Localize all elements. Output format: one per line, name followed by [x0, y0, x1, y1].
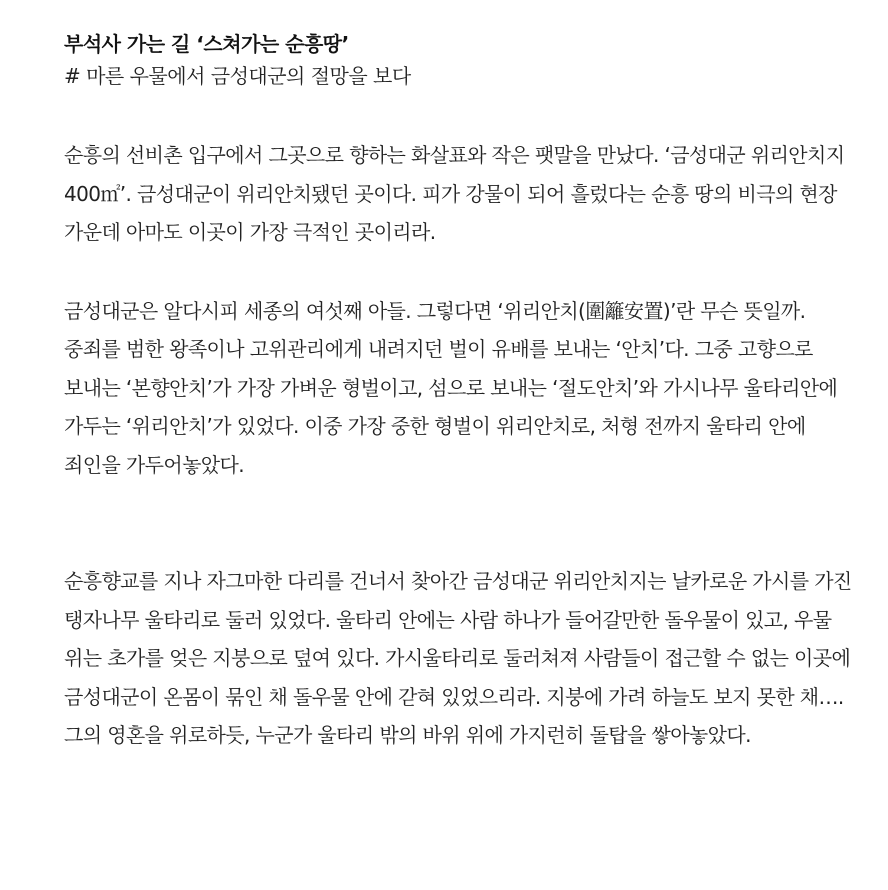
article-subtitle: # 마른 우물에서 금성대군의 절망을 보다 [64, 64, 411, 88]
paragraph-3: 순흥향교를 지나 자그마한 다리를 건너서 찾아간 금성대군 위리안치지는 날카로운 가시를 가진 탱자나무 울타리로 둘러 있었다. 울타리 안에는 사람 하나가 들어갈만한 돌우물이 있고, 우물 위는 초가를 엊은 지붕으로 덮여 있다. 가시울타리로 둘러쳐져 사람들이 접근할 수 없는 이곳에 금성대군이 온몸이 묶인 채 돌우물 안에 갇혀 있었으리라. 지붕에 가려 하늘도 보지 못한 채…. 그의 영혼을 위로하듯, 누군가 울타리 밖의 바위 위에 가지런히 돌탑을 쌓아놓았다. [64, 569, 852, 747]
paragraph-2: 금성대군은 알다시피 세종의 여섯째 아들. 그렇다면 ‘위리안치(圍籬安置)’란 무슨 뜻일까. 중죄를 범한 왕족이나 고위관리에게 내려지던 벌이 유배를 보내는 ‘안치’다. 그중 고향으로 보내는 ‘본향안치’가 가장 가벼운 형벌이고, 섬으로 보내는 ‘절도안치’와 가시나무 울타리안에 가두는 ‘위리안치’가 있었다. 이중 가장 중한 형벌이 위리안치로, 처형 전까지 울타리 안에 죄인을 가두어놓았다. [64, 298, 838, 477]
paragraph-1: 순흥의 선비촌 입구에서 그곳으로 향하는 화살표와 작은 팻말을 만났다. ‘금성대군 위리안치지 400㎡’. 금성대군이 위리안치됐던 곳이다. 피가 강물이 되어 흘렀다는 순흥 땅의 비극의 현장 가운데 아마도 이곳이 가장 극적인 곳이리라. [64, 143, 845, 244]
article [64, 28, 864, 755]
article-title: 부석사 가는 길 ‘스쳐가는 순흥땅’ [64, 32, 349, 56]
